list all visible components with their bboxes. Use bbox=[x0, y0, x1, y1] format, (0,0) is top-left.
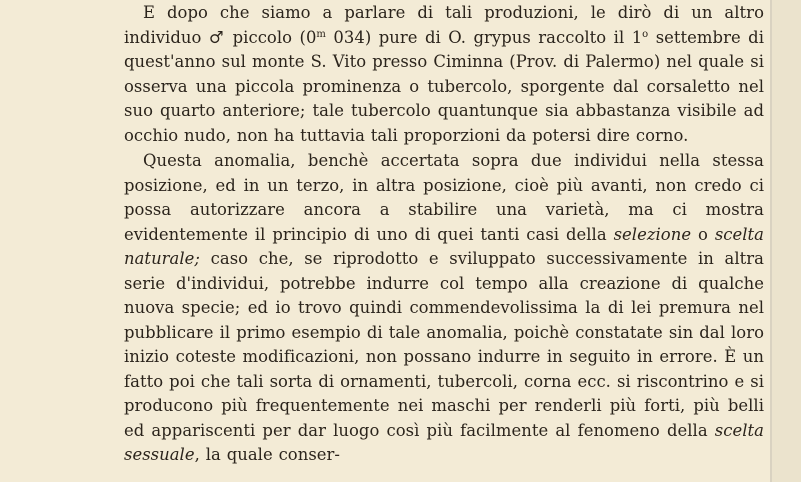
date-superscript: o bbox=[642, 28, 649, 40]
term-scelta-sessuale: scelta sessuale bbox=[124, 420, 764, 464]
paragraph-2-text-b: o bbox=[691, 224, 715, 244]
body-text bbox=[124, 1, 764, 468]
page-edge-margin bbox=[772, 0, 801, 482]
paragraph-2-text-d: , la quale conser- bbox=[194, 445, 341, 464]
paragraph-2-text-a: Questa anomalia, benchè accertata sopra due individui nella stessa posizione, ed in un terzo, in altra posizione, cioè più avanti, non credo ci possa autorizzare ancora a stabilire una varietà, ma ci mostra evidentemente il principio di uno di quei tanti casi della bbox=[124, 151, 764, 244]
paragraph-1-text-b: 034) pure di O. grypus raccolto il 1 bbox=[325, 27, 643, 47]
paragraph-2-text-c: caso che, se riprodotto e sviluppato successivamente in altra serie d'individui, potrebbe indurre col tempo alla creazione di qualche nuova specie; ed io trovo quindi commendevolissima la di lei premura nel pubblicare il primo esempio di tale anomalia, poichè constatate sin dal loro inizio coteste modificazioni, non possano indurre in seguito in errore. È un fatto poi che tali sorta di ornamenti, tubercoli, corna ecc. si riscontrino e si producono più frequentemente nei maschi per renderli più forti, più belli ed appariscenti per dar luogo così più facilmente al fenomeno della bbox=[124, 249, 764, 440]
paragraph-1 bbox=[124, 1, 764, 148]
term-selezione: selezione bbox=[613, 224, 692, 244]
paragraph-1-text-c: settembre di quest'anno sul monte S. Vito presso Ciminna (Prov. di Palermo) nel quale si osserva una piccola prominenza o tubercolo, sporgente dal corsaletto nel suo quarto anteriore; tale tubercolo quantunque sia abbastanza visibile ad occhio nudo, non ha tuttavia tali proporzioni da potersi dire corno. bbox=[124, 27, 764, 145]
paragraph-1-text-a: E dopo che siamo a parlare di tali produzioni, le dirò di un altro individuo ♂ piccolo (0 bbox=[124, 3, 764, 47]
measure-superscript: m bbox=[316, 28, 326, 40]
term-scelta-naturale: scelta naturale; bbox=[124, 224, 765, 268]
paragraph-2 bbox=[124, 149, 764, 468]
